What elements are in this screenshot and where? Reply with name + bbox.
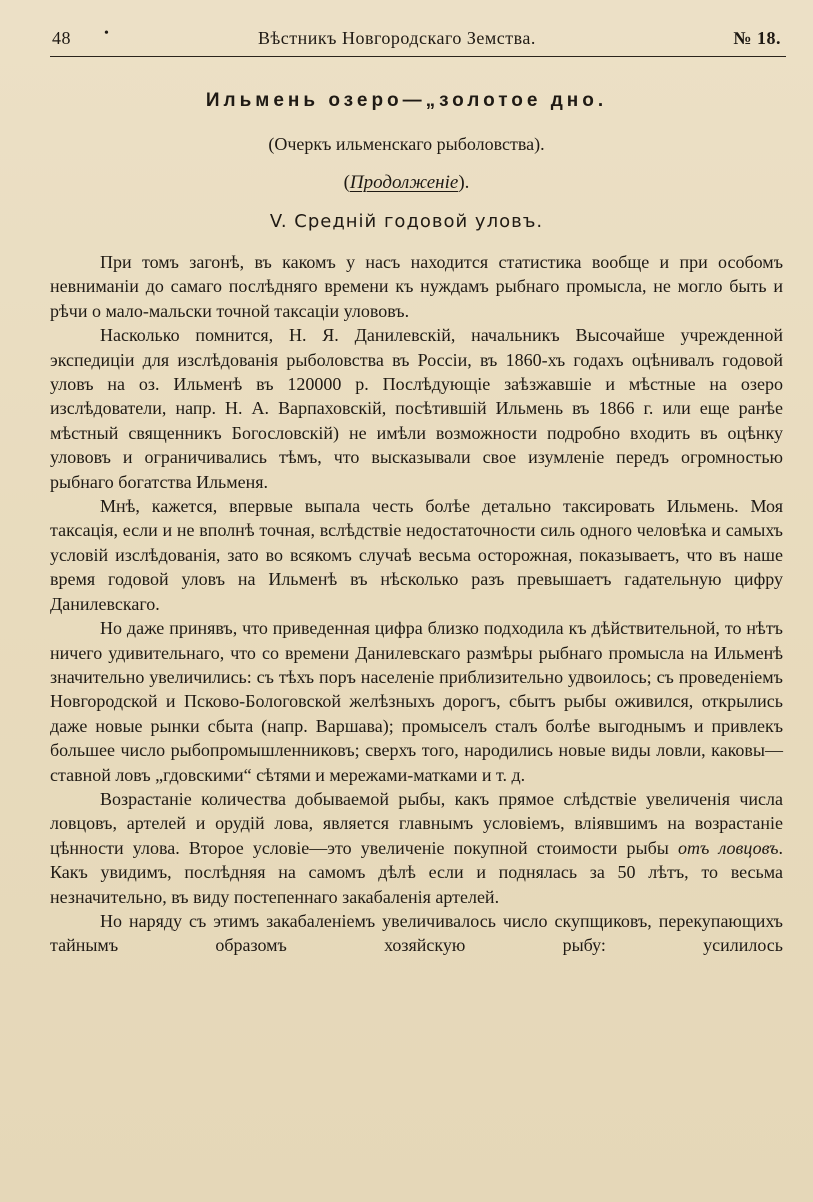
continuation-open: ( [343,172,350,193]
paragraph-5-text-before: Возрастаніе количества добываемой рыбы, какъ прямое слѣдствіе увеличенія числа ловцовъ, артелей и орудій лова, является главнымъ условіемъ, вліявшимъ на возрастаніе цѣнности улова. Второе условіе—это увеличеніе покупной стоимости рыбы [50,788,783,858]
paragraph-1: При томъ загонѣ, въ какомъ у насъ находится статистика вообще и при особомъ невниманіи до самаго послѣдняго времени къ нуждамъ рыбнаго промысла, не могло быть и рѣчи о мало-мальски точной таксаціи улововъ. [50,252,783,321]
article-title: Ильмень озеро—„золотое дно. [205,90,608,111]
paragraph-2: Насколько помнится, Н. Я. Данилевскій, начальникъ Высочайше учрежденной экспедиціи для изслѣдованія рыболовства въ Россіи, въ 1860-хъ годахъ оцѣнивалъ годовой уловъ на оз. Ильменѣ въ 120000 р. Послѣдующіе заѣзжавшіе и мѣстные на озеро изслѣдователи, напр. Н. А. Варпаховскій, посѣтившій Ильмень въ 1866 г. или еще ранѣе мѣстный священникъ Богословскій) не имѣли возможности подробно входить въ оцѣнку улововъ и ограничивались тѣмъ, что высказывали свое изумленіе передъ огромностью рыбнаго богатства Ильменя. [50,325,783,492]
page-number: 48 [52,28,71,48]
header-dot: • [104,26,110,41]
paragraph-5 [50,787,783,909]
paragraph-3: Мнѣ, кажется, впервые выпала честь болѣе детально таксировать Ильмень. Моя таксація, если и не вполнѣ точная, вслѣдствіе недостаточности силь одного человѣка и самыхъ условій изслѣдованія, зато во всякомъ случаѣ весьма осторожная, показываетъ, что въ наше время годовой уловъ на Ильменѣ въ нѣсколько разъ превышаетъ гадательную цифру Данилевскаго. [50,496,783,614]
journal-title: Вѣстникъ Новгородскаго Земства. [258,28,536,48]
paragraph-6: Но наряду съ этимъ закабаленіемъ увеличивалось число скупщиковъ, перекупающихъ тайнымъ образомъ хозяйскую рыбу: усилилось [50,910,783,956]
article-subtitle: (Очеркъ ильменскаго рыболовства). [268,134,545,154]
paragraph-5-italic: отъ ловцовъ [677,837,779,858]
paragraph-4: Но даже принявъ, что приведенная цифра близко подходила къ дѣйствительной, то нѣтъ ничего удивительнаго, что со времени Данилевскаго размѣры рыбнаго промысла на Ильменѣ значительно увеличились: съ тѣхъ поръ населеніе приблизительно удвоилось; съ проведеніемъ Новгородской и Псково-Бологовской желѣзныхъ дорогъ, сбытъ рыбы оживился, открылись даже новые рынки сбыта (напр. Варшава); промыселъ сталъ болѣе выгоднымъ и привлекъ большее число рыбопромышленниковъ; сверхъ того, народились новые виды ловли, каковы—ставной ловъ „гдовскими“ сѣтями и мережами-матками и т. д. [50,618,783,785]
article-body [50,250,783,958]
running-head [52,28,785,54]
issue-number: № 18. [733,28,781,48]
paragraph-5-text-after: . Какъ увидимъ, послѣдняя на самомъ дѣлѣ если и поднялась за 50 лѣтъ, то весьма незначительно, въ виду постепеннаго закабаленія артелей. [50,837,783,907]
header-rule [50,56,786,57]
section-heading: V. Среднiй годовой уловъ. [269,211,544,232]
continuation-close: ). [458,172,470,193]
continuation-note [0,172,813,194]
continuation-word: Продолженіе [349,172,459,193]
